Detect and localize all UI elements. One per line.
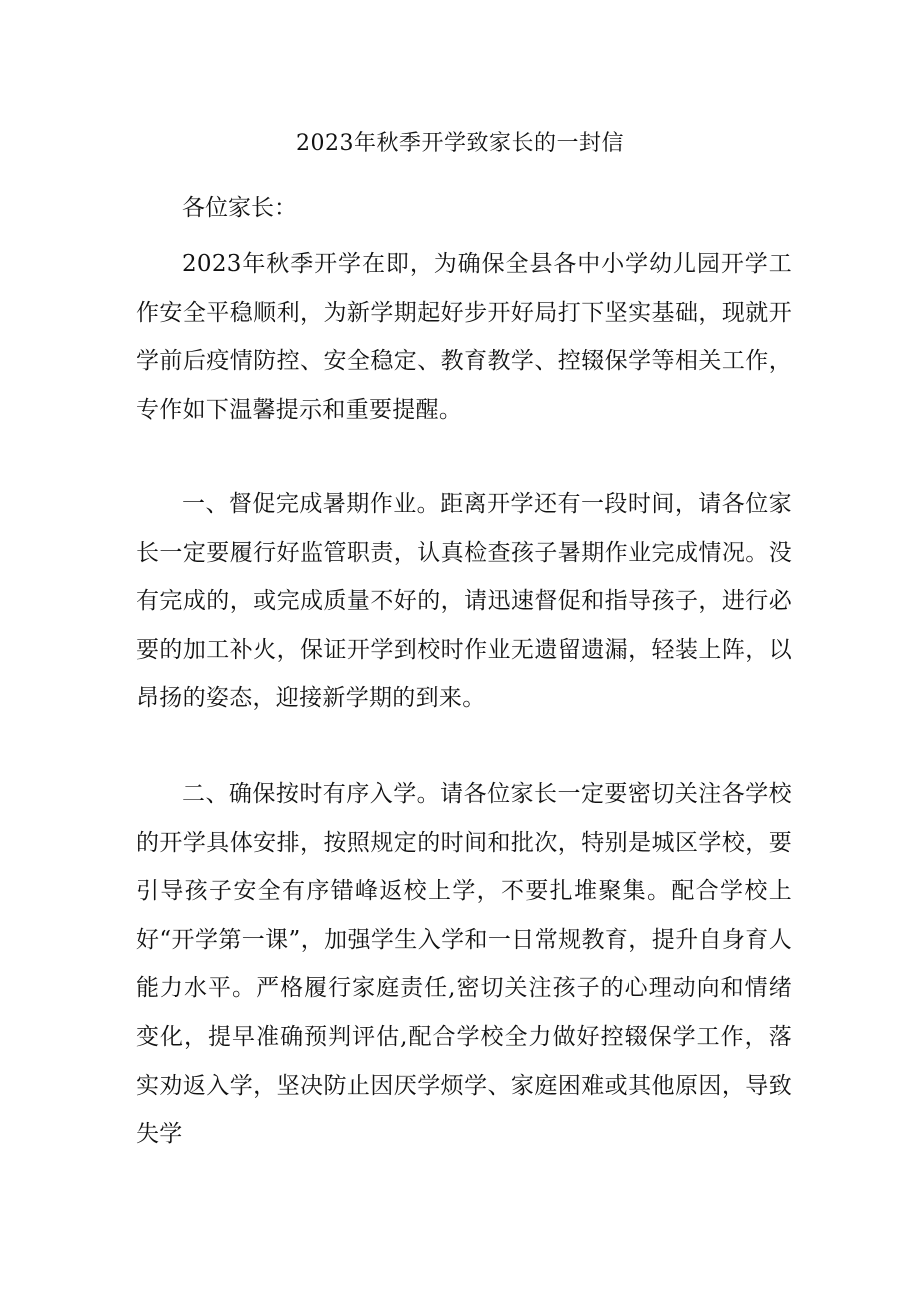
salutation: 各位家长： [182, 195, 297, 221]
paragraph-homework: 一、督促完成暑期作业。距离开学还有一段时间，请各位家长一定要履行好监管职责，认真检查孩子暑期作业完成情况。没有完成的，或完成质量不好的，请迅速督促和指导孩子，进行必要的加工补火，保证开学到校时作业无遗留遗漏，轻装上阵，以昂扬的姿态，迎接新学期的到来。 [136, 491, 792, 712]
paragraph-intro: 2023年秋季开学在即，为确保全县各中小学幼儿园开学工作安全平稳顺利，为新学期起好步开好局打下坚实基础，现就开学前后疫情防控、安全稳定、教育教学、控辍保学等相关工作，专作如下温馨提示和重要提醒。 [136, 251, 792, 423]
paragraph-enrollment: 二、确保按时有序入学。请各位家长一定要密切关注各学校的开学具体安排，按照规定的时间和批次，特别是城区学校，要引导孩子安全有序错峰返校上学，不要扎堆聚集。配合学校上好“开学第一课”，加强学生入学和一日常规教育，提升自身育人能力水平。严格履行家庭责任,密切关注孩子的心理动向和情绪变化，提早准确预判评估,配合学校全力做好控辍保学工作，落实劝返入学，坚决防止因厌学烦学、家庭困难或其他原因，导致失学 [136, 781, 792, 1148]
letter-title: 2023年秋季开学致家长的一封信 [296, 131, 624, 156]
